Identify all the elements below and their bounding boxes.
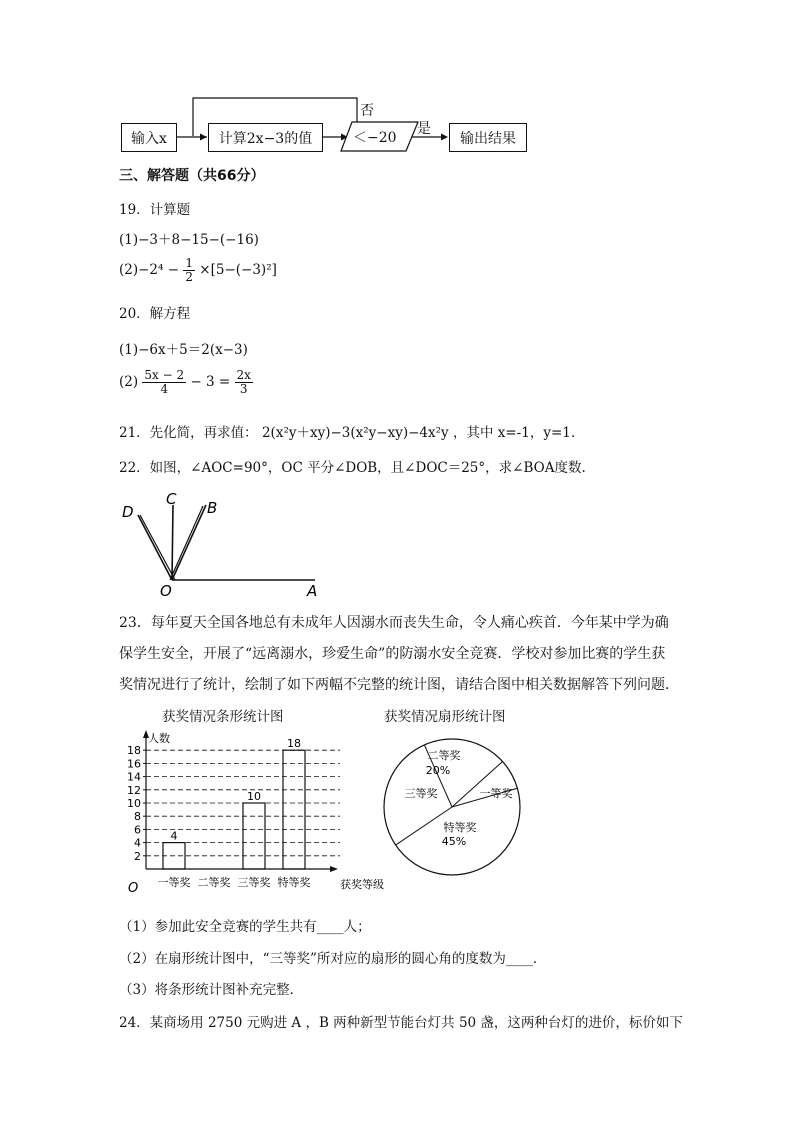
q20-fraction-right-den: 3 xyxy=(239,382,248,396)
label-d: D xyxy=(122,503,134,521)
q20-fraction-left-num: 5x − 2 xyxy=(144,368,185,382)
y-axis-label: 人数 xyxy=(148,732,170,745)
q19-part1: (1)−3＋8−15−(−16) xyxy=(119,232,259,248)
compute-box xyxy=(208,123,323,152)
ray-ob xyxy=(172,505,206,580)
label-a: A xyxy=(307,582,318,600)
y-tick-label: 6 xyxy=(134,823,141,837)
ray-od xyxy=(138,515,172,580)
q21-text: 21．先化简，再求值： 2(x²y＋xy)−3(x²y−xy)−4x²y ，其中 x=-1，y=1. xyxy=(119,425,576,441)
q20-fraction-left xyxy=(142,369,186,396)
bar-chart-title: 获奖情况条形统计图 xyxy=(162,709,284,725)
q22-text: 22．如图，∠AOC=90°，OC 平分∠DOB，且∠DOC＝25°，求∠BOA度数. xyxy=(119,460,586,476)
yes-label: 是 xyxy=(417,121,431,137)
output-box xyxy=(449,123,527,152)
output-label: 输出结果 xyxy=(460,130,516,147)
pie-slice-label: 特等奖 xyxy=(443,821,477,834)
input-label: 输入x xyxy=(131,130,167,147)
pie-slice-percent: 20% xyxy=(425,764,451,777)
q23-sub2: （2）在扇形统计图中，“三等奖”所对应的扇形的圆心角的度数为____． xyxy=(119,951,547,967)
x-axis-arrow xyxy=(330,866,338,872)
bar-chart xyxy=(112,728,402,903)
q19-fraction-num: 1 xyxy=(185,256,193,270)
category-label: 特等奖 xyxy=(277,876,311,889)
q20-part2 xyxy=(119,369,253,396)
ray-ob-inner xyxy=(170,506,203,580)
angle-figure xyxy=(110,485,330,600)
arrowhead-output xyxy=(441,134,448,141)
bar-value-label: 10 xyxy=(247,790,261,803)
pie-chart-title: 获奖情况扇形统计图 xyxy=(384,709,506,725)
q20-part1: (1)−6x＋5＝2(x−3) xyxy=(119,342,248,358)
category-label: 三等奖 xyxy=(237,876,271,889)
q23-sub1: （1）参加此安全竞赛的学生共有____人； xyxy=(119,919,371,935)
compute-label: 计算2x−3的值 xyxy=(218,130,313,147)
q19-title: 19．计算题 xyxy=(119,202,191,218)
q19-fraction-den: 2 xyxy=(185,270,193,284)
bar-value-label: 18 xyxy=(287,737,301,751)
q20-fraction-left-den: 4 xyxy=(160,382,169,396)
y-tick-label: 18 xyxy=(127,744,141,758)
flowchart-connectors xyxy=(0,0,794,160)
y-tick-label: 2 xyxy=(134,849,141,863)
q19-part2 xyxy=(119,257,277,284)
x-axis-label: 获奖等级 xyxy=(340,878,384,891)
q23-sub3: （3）将条形统计图补充完整． xyxy=(119,982,304,998)
input-box xyxy=(121,123,177,152)
y-tick-label: 12 xyxy=(127,783,141,797)
q24-text: 24．某商场用 2750 元购进 A ，B 两种新型节能台灯共 50 盏，这两种台灯的进价，标价如下 xyxy=(119,1015,683,1031)
ray-oc xyxy=(172,505,173,580)
q23-text: 23．每年夏天全国各地总有未成年人因溺水而丧失生命，令人痛心疾首．今年某中学为确保学生安全，开展了“远离溺水，珍爱生命”的防溺水安全竞赛．学校对参加比赛的学生获奖情况进行了统计，绘制了如下两幅不完整的统计图，请结合图中相关数据解答下列问题． xyxy=(119,615,679,693)
q20-part2-prefix: (2) xyxy=(119,374,139,390)
y-tick-label: 8 xyxy=(134,810,141,824)
pie-slice-percent: 45% xyxy=(441,835,467,848)
bar-4 xyxy=(283,750,305,869)
category-label: 二等奖 xyxy=(197,876,231,889)
y-tick-label: 14 xyxy=(127,770,141,784)
arrowhead-compute xyxy=(200,134,207,141)
label-o: O xyxy=(160,582,172,600)
bar-value-label: 4 xyxy=(170,829,178,843)
section-title: 三、解答题（共66分） xyxy=(119,168,265,184)
pie-slice-label: 二等奖 xyxy=(427,749,461,762)
q20-fraction-right-num: 2x xyxy=(236,368,251,382)
q20-title: 20．解方程 xyxy=(119,306,191,322)
label-c: C xyxy=(166,490,177,508)
ray-od-inner xyxy=(140,515,175,580)
q20-fraction-right xyxy=(235,369,253,396)
bar-3 xyxy=(243,803,265,869)
q19-part2-prefix: (2)−2⁴ − xyxy=(119,262,180,278)
category-label: 一等奖 xyxy=(157,876,191,889)
origin-label: O xyxy=(128,881,139,896)
q19-part2-suffix: ×[5−(−3)²] xyxy=(199,262,277,278)
q20-part2-mid: − 3 = xyxy=(190,374,231,390)
no-label: 否 xyxy=(360,103,374,119)
q19-fraction xyxy=(183,257,195,284)
pie-chart xyxy=(378,736,528,886)
label-b: B xyxy=(207,499,218,517)
condition-label: ＜−20 xyxy=(353,130,397,146)
y-tick-label: 16 xyxy=(127,757,141,771)
y-tick-label: 4 xyxy=(134,836,141,850)
y-tick-label: 10 xyxy=(127,797,141,810)
pie-slice-label: 三等奖 xyxy=(404,787,438,800)
pie-slice-label: 一等奖 xyxy=(479,787,513,800)
